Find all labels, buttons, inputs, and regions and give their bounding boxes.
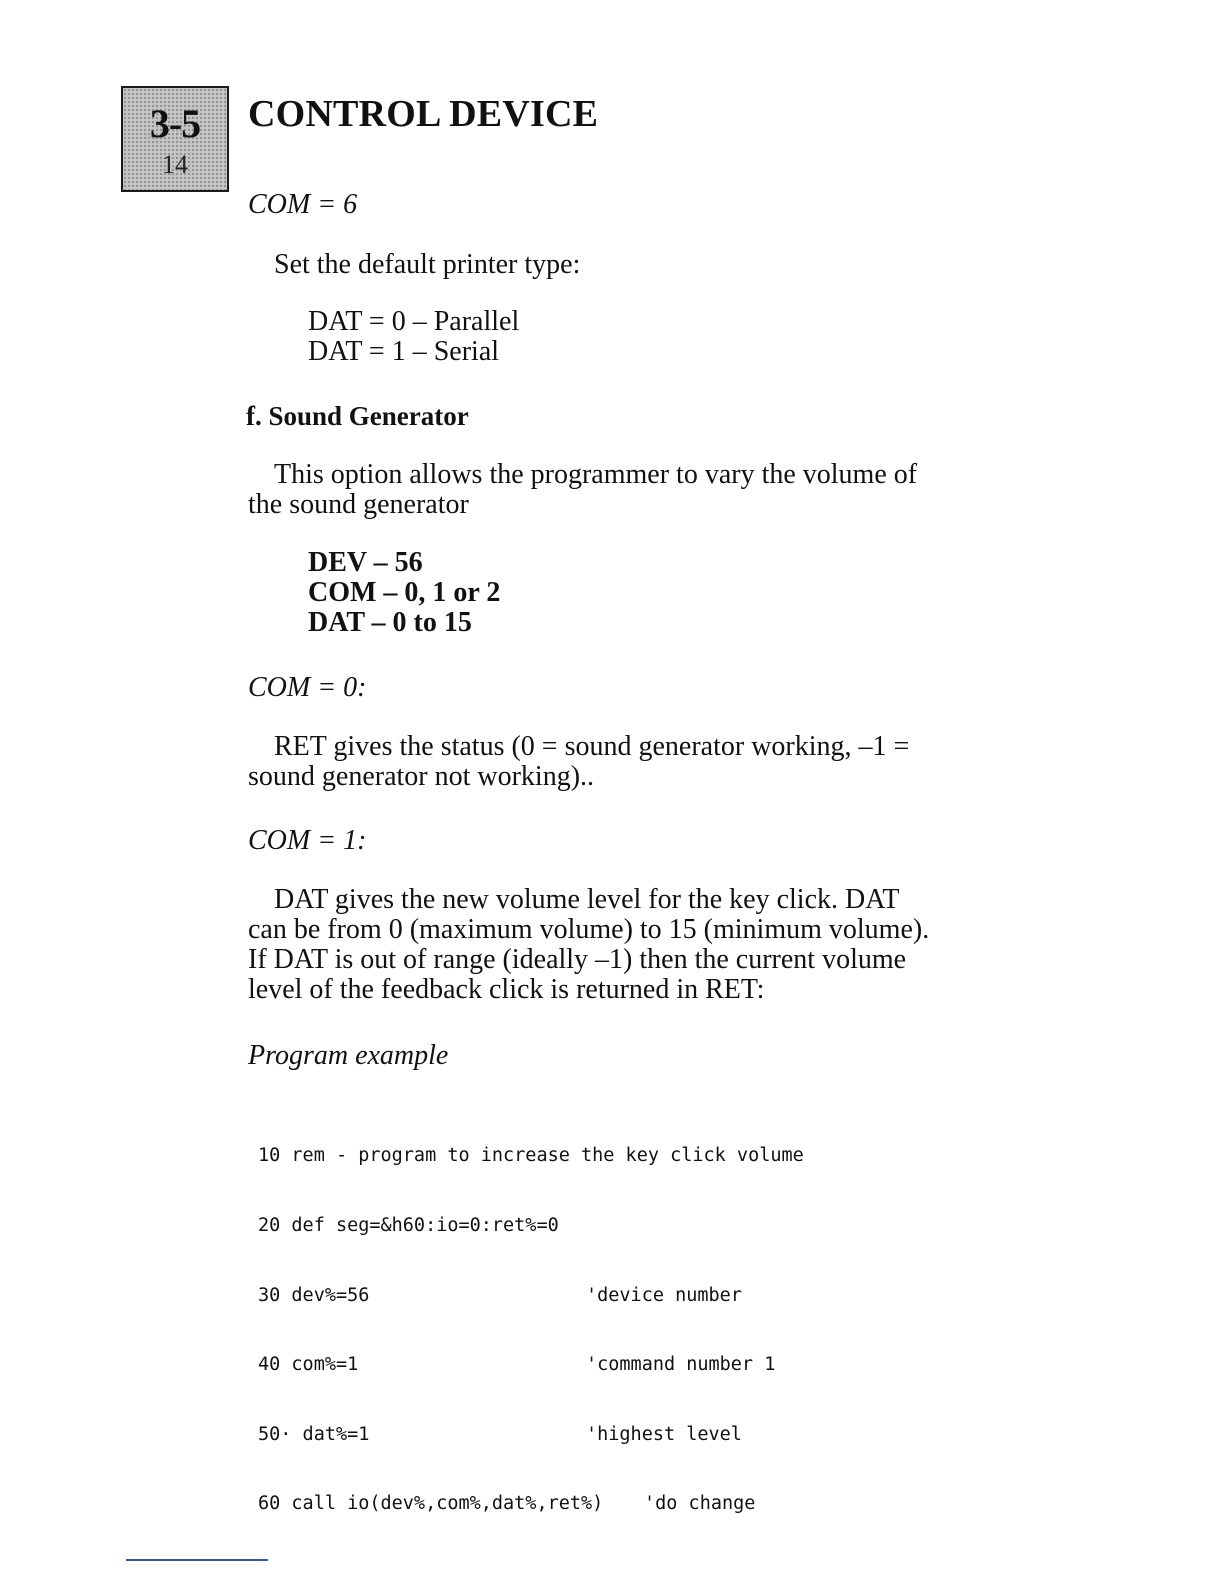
code-line: [258, 1284, 742, 1307]
code-line: [258, 1353, 776, 1376]
com1-text-line-2: can be from 0 (maximum volume) to 15 (minimum volume).: [248, 914, 930, 945]
com1-text-line-1: DAT gives the new volume level for the key click. DAT: [274, 884, 900, 915]
com6-description: Set the default printer type:: [274, 249, 581, 280]
program-code: [258, 1098, 804, 1539]
com0-heading: COM = 0:: [248, 672, 367, 703]
code-line: [258, 1144, 804, 1167]
program-example-heading: Program example: [248, 1040, 449, 1071]
code-statement: 60 call io(dev%,com%,dat%,ret%): [258, 1493, 604, 1515]
com6-heading: COM = 6: [248, 189, 358, 220]
com1-text-line-4: level of the feedback click is returned in RET:: [248, 974, 765, 1005]
param-dat: DAT – 0 to 15: [308, 607, 472, 638]
code-comment: 'highest level: [586, 1423, 742, 1445]
com6-option-serial: DAT = 1 – Serial: [308, 336, 500, 367]
param-com: COM – 0, 1 or 2: [308, 577, 501, 608]
com1-heading: COM = 1:: [248, 825, 367, 856]
code-comment: 'do change: [644, 1493, 756, 1515]
section-badge: [121, 86, 229, 192]
code-statement: 40 com%=1: [258, 1354, 359, 1376]
code-line: [258, 1423, 742, 1446]
code-statement: 50· dat%=1: [258, 1423, 370, 1445]
code-comment: 'command number 1: [586, 1354, 776, 1376]
com0-text-line-1: RET gives the status (0 = sound generator working, –1 =: [274, 731, 910, 762]
sound-intro-line-1: This option allows the programmer to vary the volume of: [274, 459, 918, 490]
footer-rule: [126, 1559, 268, 1561]
com1-text-line-3: If DAT is out of range (ideally –1) then the current volume: [248, 944, 907, 975]
code-statement: 20 def seg=&h60:io=0:ret%=0: [258, 1215, 559, 1236]
code-statement: 30 dev%=56: [258, 1284, 370, 1306]
section-number: 3-5: [149, 101, 201, 146]
page-number: 14: [162, 150, 188, 179]
sound-intro-line-2: the sound generator: [248, 489, 469, 520]
sound-generator-heading: f. Sound Generator: [246, 401, 469, 431]
page-title: CONTROL DEVICE: [248, 93, 599, 135]
param-dev: DEV – 56: [308, 547, 423, 578]
code-statement: 10 rem - program to increase the key click volume: [258, 1145, 804, 1167]
code-line: [258, 1492, 756, 1515]
code-comment: 'device number: [586, 1284, 742, 1306]
com0-text-line-2: sound generator not working)..: [248, 761, 595, 792]
code-line: [258, 1214, 559, 1237]
com6-option-parallel: DAT = 0 – Parallel: [308, 306, 520, 337]
